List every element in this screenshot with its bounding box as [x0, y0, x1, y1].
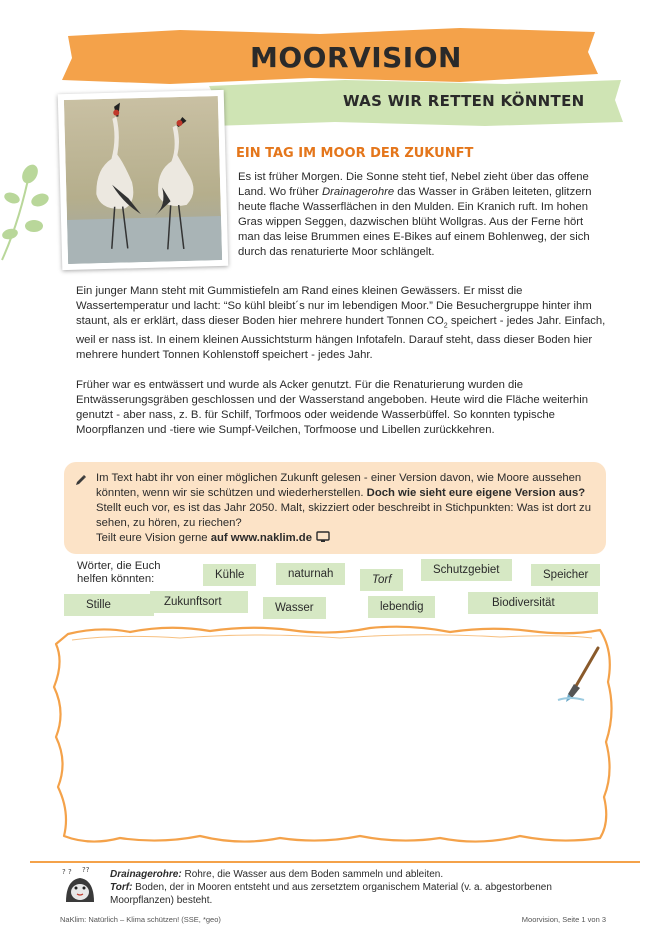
word-tag: Stille — [64, 594, 154, 616]
page-subtitle: WAS WIR RETTEN KÖNNTEN — [343, 92, 585, 110]
glossary-term: Drainagerohre: — [110, 869, 182, 880]
word-tag: Kühle — [203, 564, 256, 586]
word-tag: Schutzgebiet — [421, 559, 512, 581]
glossary-term: Torf: — [110, 882, 133, 893]
page-title: MOORVISION — [250, 41, 462, 74]
task-text-part-b: Stellt euch vor, es ist das Jahr 2050. Malt, skizziert oder beschreibt in Stichpunkten: Was ist dort zu sehen, zu hören, zu riechen? — [96, 502, 591, 529]
co2-subscript: 2 — [443, 322, 448, 330]
paragraph-2-part-a: Ein junger Mann steht mit Gummistiefeln am Rand eines kleinen Gewässers. Er misst die Wassertemperatur und lacht: “So kühl bleibt´s nur im lebendigen Moor.” Die Besuchergruppe hinter ihm staunt, als er erklärt, dass dieser Boden hier mehrere hundert Tonnen CO — [76, 285, 592, 327]
task-share-text: Teilt eure Vision gerne — [96, 532, 211, 544]
word-tag: Zukunftsort — [150, 591, 248, 613]
paragraph-1 — [238, 170, 598, 260]
word-tag: Speicher — [531, 564, 600, 586]
glossary-term-drainagerohre: Drainagerohre — [321, 186, 395, 198]
footer-right: Moorvision, Seite 1 von 3 — [521, 915, 606, 924]
glossary-entry-drainagerohre — [110, 868, 600, 881]
monitor-icon — [316, 531, 330, 543]
words-label: Wörter, die Euch helfen könnten: — [77, 560, 161, 585]
mascot-icon — [60, 866, 100, 904]
drawing-area[interactable] — [40, 622, 630, 852]
pencil-icon — [75, 474, 87, 486]
word-tag: Wasser — [263, 597, 326, 619]
glossary-definition: Rohre, die Wasser aus dem Boden sammeln und ableiten. — [181, 869, 444, 880]
paragraph-2 — [76, 284, 606, 363]
word-tag: Biodiversität — [468, 592, 598, 614]
crane-illustration — [64, 96, 222, 264]
glossary-definition: Boden, der in Mooren entsteht und aus zersetztem organischem Material (v. a. abgestorbenen Moorpflanzen) besteht. — [110, 882, 552, 906]
paragraph-2-part-b: speichert - jedes Jahr. Einfach, weil er nass ist. In einem kleinen Aussichtsturm hängen Infotafeln. Darauf steht, dass dieser Boden hier mehrere hundert Tonnen Kohlenstoff speichert - jedes Jahr. — [76, 315, 606, 362]
leaf-decoration-icon — [0, 160, 50, 270]
naklim-link[interactable]: auf www.naklim.de — [210, 532, 312, 544]
word-tag: lebendig — [368, 596, 435, 618]
svg-text:??: ?? — [82, 866, 90, 874]
word-tag: naturnah — [276, 563, 345, 585]
section-heading: EIN TAG IM MOOR DER ZUKUNFT — [236, 146, 474, 161]
word-tag: Torf — [360, 569, 403, 591]
paragraph-1-part-b: das Wasser in Gräben leiteten, glitzern heute flache Wasserflächen in den Mulden. Ein Kranich ruft. Im hohen Gras wippen Seggen, dazwischen blüht Wollgras. Aus der Ferne hört man das leise Brummen eines E-Bikes auf einem Bohlenweg, der sich durch das renaturierte Moor schlängelt. — [238, 186, 592, 258]
task-text — [96, 471, 596, 546]
task-text-part-a: Im Text habt ihr von einer möglichen Zukunft gelesen - einer Version davon, wie Moore aussehen könnten, wenn wir sie schützen und wiederherstellen. — [96, 472, 582, 499]
crane-photo — [58, 90, 229, 270]
footer-left: NaKlim: Natürlich – Klima schützen! (SSE, *geo) — [60, 915, 221, 924]
paintbrush-icon — [548, 644, 608, 706]
paragraph-3: Früher war es entwässert und wurde als Acker genutzt. Für die Renaturierung wurden die Entwässerungsgräben geschlossen und der Wasserstand angeboben. Heute wird die Fläche weiterhin genutzt - aber nass, z. B. für Schilf, Torfmoos oder weidende Wasserbüffel. So konnten typische Moorpflanzen und -tiere wie Sumpf-Veilchen, Torfmoose und Libellen zurückkehren. — [76, 379, 589, 436]
task-question: Doch wie sieht eure eigene Version aus? — [366, 487, 586, 499]
glossary — [110, 868, 600, 907]
glossary-divider — [30, 861, 640, 863]
glossary-entry-torf — [110, 881, 600, 907]
paragraph-1-part-a: Es ist früher Morgen. Die Sonne steht tief, Nebel zieht über das offene Land. Wo früher — [238, 171, 589, 198]
svg-text:? ?: ? ? — [62, 868, 72, 876]
